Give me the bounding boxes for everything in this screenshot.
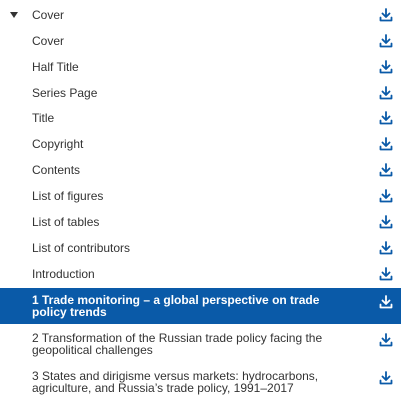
toc-item-contents[interactable] [0,158,401,182]
toc-item-chapter-3[interactable] [0,364,401,396]
toc-item-label: List of tables [32,215,100,229]
toc-item-series-page[interactable] [0,81,401,105]
toc-item-chapter-2[interactable] [0,326,401,362]
download-icon[interactable] [379,295,393,309]
download-icon[interactable] [379,137,393,151]
toc-item-list-of-tables[interactable] [0,210,401,234]
toc-item-introduction[interactable] [0,262,401,286]
toc-item-label: Half Title [32,60,79,74]
toc-item-chapter-1-active[interactable] [0,288,401,324]
chevron-down-icon[interactable] [10,12,18,18]
download-icon[interactable] [379,333,393,347]
toc-item-copyright[interactable] [0,132,401,156]
download-icon[interactable] [379,371,393,385]
download-icon[interactable] [379,8,393,22]
download-icon[interactable] [379,60,393,74]
download-icon[interactable] [379,189,393,203]
toc-item-list-of-figures[interactable] [0,184,401,208]
toc-item-label: Introduction [32,267,95,281]
toc-item-label: 1 Trade monitoring – a global perspective on trade policy trends [32,293,320,319]
toc-section-header-label: Cover [32,8,65,22]
download-icon[interactable] [379,86,393,100]
toc-item-title[interactable] [0,106,401,130]
toc-item-label: List of contributors [32,241,131,255]
download-icon[interactable] [379,215,393,229]
toc-item-label: 2 Transformation of the Russian trade policy facing the geopolitical challenges [32,331,323,357]
toc-item-label: List of figures [32,189,104,203]
toc-item-cover[interactable] [0,29,401,53]
toc-item-label: Title [32,111,55,125]
toc-section-header[interactable] [0,3,401,27]
toc-item-label: Cover [32,34,65,48]
toc-item-label: Copyright [32,137,84,151]
toc-item-label: 3 States and dirigisme versus markets: hydrocarbons, agriculture, and Russia’s trade policy, 1991–2017 [32,369,319,395]
toc-item-half-title[interactable] [0,55,401,79]
toc-item-label: Contents [32,163,81,177]
download-icon[interactable] [379,267,393,281]
download-icon[interactable] [379,163,393,177]
download-icon[interactable] [379,111,393,125]
toc-item-label: Series Page [32,86,98,100]
download-icon[interactable] [379,241,393,255]
download-icon[interactable] [379,34,393,48]
toc-item-list-of-contributors[interactable] [0,236,401,260]
